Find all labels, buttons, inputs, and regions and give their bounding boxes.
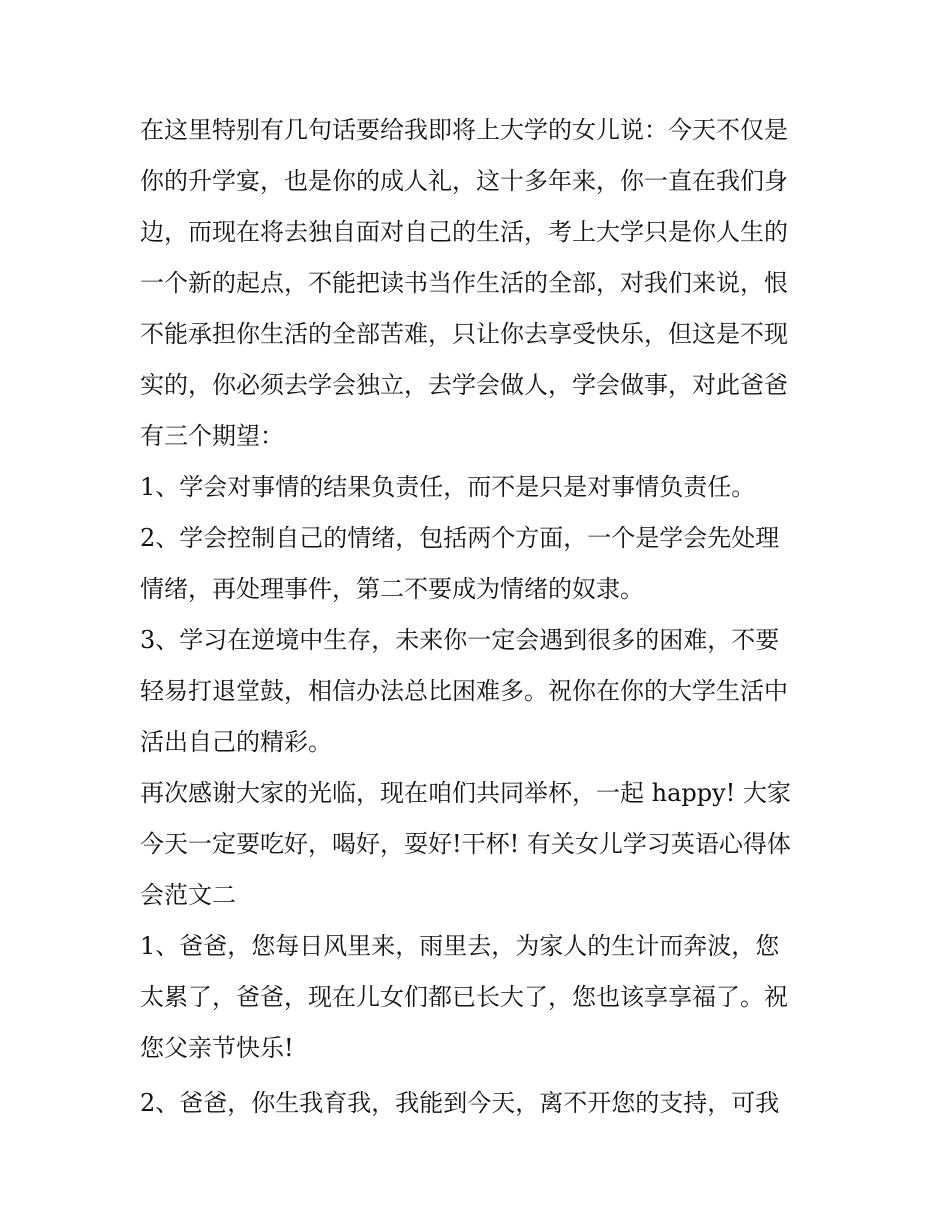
text-line: 情绪，再处理事件，第二不要成为情绪的奴隶。 [140, 575, 644, 603]
text-line: 今天一定要吃好，喝好，耍好!干杯! 有关女儿学习英语心得体 [140, 830, 791, 858]
list-item-1: 1、学会对事情的结果负责任，而不是只是对事情负责任。 [140, 473, 756, 501]
text-line: 不能承担你生活的全部苦难，只让你去享受快乐，但这是不现 [140, 320, 788, 348]
list-item-1: 1、爸爸，您每日风里来，雨里去，为家人的生计而奔波，您 [140, 932, 780, 960]
list-item-3: 3、学习在逆境中生存，未来你一定会遇到很多的困难，不要 [140, 626, 780, 654]
body-text [140, 105, 812, 1129]
text-line: 轻易打退堂鼓，相信办法总比困难多。祝你在你的大学生活中 [140, 677, 788, 705]
text-line: 有三个期望： [140, 422, 284, 450]
text-line: 在这里特别有几句话要给我即将上大学的女儿说：今天不仅是 [140, 116, 788, 144]
text-line: 太累了，爸爸，现在儿女们都已长大了，您也该享享福了。祝 [140, 983, 788, 1011]
text-line: 您父亲节快乐! [140, 1034, 294, 1062]
list-item-2: 2、学会控制自己的情绪，包括两个方面，一个是学会先处理 [140, 524, 780, 552]
text-line: 边，而现在将去独自面对自己的生活，考上大学只是你人生的 [140, 218, 788, 246]
text-line: 你的升学宴，也是你的成人礼，这十多年来，你一直在我们身 [140, 167, 788, 195]
list-item-2: 2、爸爸，你生我育我，我能到今天，离不开您的支持，可我 [140, 1089, 780, 1117]
text-line: 再次感谢大家的光临，现在咱们共同举杯，一起 happy! 大家 [140, 779, 791, 807]
text-line: 一个新的起点，不能把读书当作生活的全部，对我们来说，恨 [140, 269, 788, 297]
text-line: 实的，你必须去学会独立，去学会做人，学会做事，对此爸爸 [140, 371, 788, 399]
section-heading: 会范文二 [140, 881, 236, 909]
text-line: 活出自己的精彩。 [140, 728, 332, 756]
